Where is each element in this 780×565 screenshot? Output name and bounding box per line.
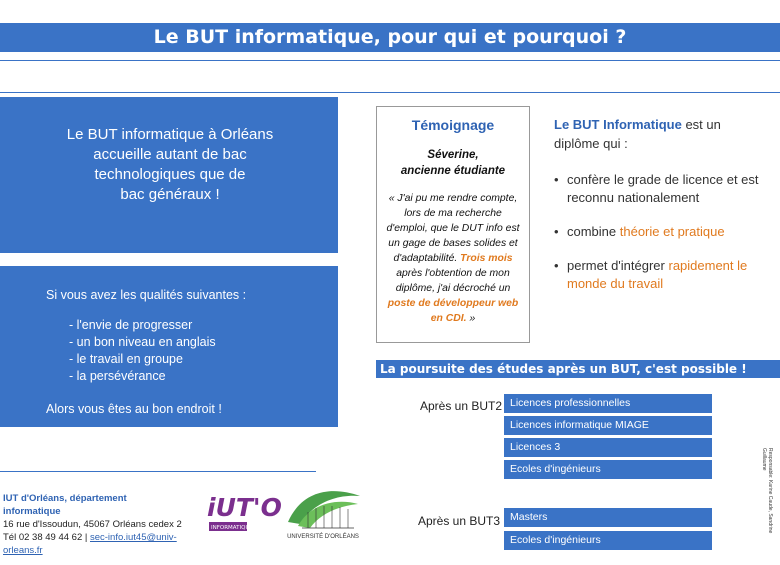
bullet-icon: • xyxy=(554,258,559,273)
header-rule xyxy=(0,92,780,93)
quality-item: - le travail en groupe xyxy=(69,352,183,366)
but3-option: Ecoles d'ingénieurs xyxy=(504,531,712,550)
but-info xyxy=(554,115,764,309)
qualities-box xyxy=(0,266,338,427)
footer-address: 16 rue d'Issoudun, 45067 Orléans cedex 2 xyxy=(3,519,182,530)
but2-option: Ecoles d'ingénieurs xyxy=(504,460,712,479)
footer-phone: Tél 02 38 49 44 62 | xyxy=(3,532,90,543)
bullet-icon: • xyxy=(554,172,559,187)
but-item-highlight: théorie et pratique xyxy=(619,224,725,239)
footer-contact-line xyxy=(3,531,183,557)
footer-rule xyxy=(0,471,316,472)
but-item xyxy=(554,171,764,207)
quality-item: - l'envie de progresser xyxy=(69,318,193,332)
but2-option: Licences 3 xyxy=(504,438,712,457)
vertical-credit: Responsable: Karine Caude, Sandrine Guillaume xyxy=(761,448,773,534)
but2-label: Après un BUT2 xyxy=(420,399,503,413)
bullet-icon: • xyxy=(554,224,559,239)
author-role: ancienne étudiante xyxy=(400,165,506,177)
page-title: Le BUT informatique, pour qui et pourquoi ? xyxy=(0,23,780,52)
testimony-quote xyxy=(383,191,523,326)
testimony-box xyxy=(376,106,530,343)
but-intro xyxy=(554,115,764,153)
but-item-text: combine xyxy=(567,224,620,239)
qualities-list xyxy=(69,317,216,385)
iuto-logo xyxy=(205,486,282,536)
but-item xyxy=(554,257,764,293)
but2-option: Licences professionnelles xyxy=(504,394,712,413)
testimony-title: Témoignage xyxy=(411,117,495,133)
university-logo-text: UNIVERSITÉ D'ORLÉANS xyxy=(287,534,359,540)
but-item-text: confère le grade de licence et est reconnu nationalement xyxy=(567,172,759,205)
but-item-text: permet d'intégrer xyxy=(567,258,669,273)
orleans-line: bac généraux ! xyxy=(120,186,220,203)
orleans-line: technologiques que de xyxy=(94,166,246,183)
but3-label: Après un BUT3 xyxy=(418,514,501,528)
poursuite-banner: La poursuite des études après un BUT, c'est possible ! xyxy=(376,360,780,378)
quality-item: - un bon niveau en anglais xyxy=(69,335,216,349)
top-rule xyxy=(0,60,780,61)
quote-highlight: poste de développeur web en CDI. xyxy=(387,298,519,324)
footer-email-link[interactable]: sec-info.iut45@univ-orleans.fr xyxy=(3,532,177,556)
quote-text: « J'ai pu me rendre compte, lors de ma recherche d'emploi, que le DUT info est un gage de bases solides et d'adaptabilité. xyxy=(386,193,520,264)
quote-text: après l'obtention de mon diplôme, j'ai décroché un xyxy=(395,268,511,294)
footer-name: IUT d'Orléans, département informatique xyxy=(3,493,127,517)
iuto-logo-text: iUT'O xyxy=(207,493,282,522)
testimony-author xyxy=(377,147,529,179)
but-intro-highlight: Le BUT Informatique xyxy=(554,117,682,132)
university-logo xyxy=(280,482,366,542)
footer-contact xyxy=(3,492,183,557)
iuto-logo-sub: INFORMATIQUE xyxy=(211,525,253,531)
quality-item: - la persévérance xyxy=(69,369,166,383)
author-name: Séverine, xyxy=(427,149,479,161)
quote-highlight: Trois mois xyxy=(460,253,513,264)
orleans-line: accueille autant de bac xyxy=(93,146,247,163)
but-intro-text: est un diplôme qui : xyxy=(554,117,721,151)
but3-option: Masters xyxy=(504,508,712,527)
qualities-intro: Si vous avez les qualités suivantes : xyxy=(46,288,247,302)
but2-option: Licences informatique MIAGE xyxy=(504,416,712,435)
orleans-box xyxy=(0,97,338,253)
but-list xyxy=(554,171,764,293)
qualities-outro: Alors vous êtes au bon endroit ! xyxy=(46,402,222,416)
quote-end: » xyxy=(466,313,476,324)
but-item-highlight: rapidement le monde du travail xyxy=(567,258,748,291)
orleans-line: Le BUT informatique à Orléans xyxy=(66,126,274,143)
but-item xyxy=(554,223,764,241)
